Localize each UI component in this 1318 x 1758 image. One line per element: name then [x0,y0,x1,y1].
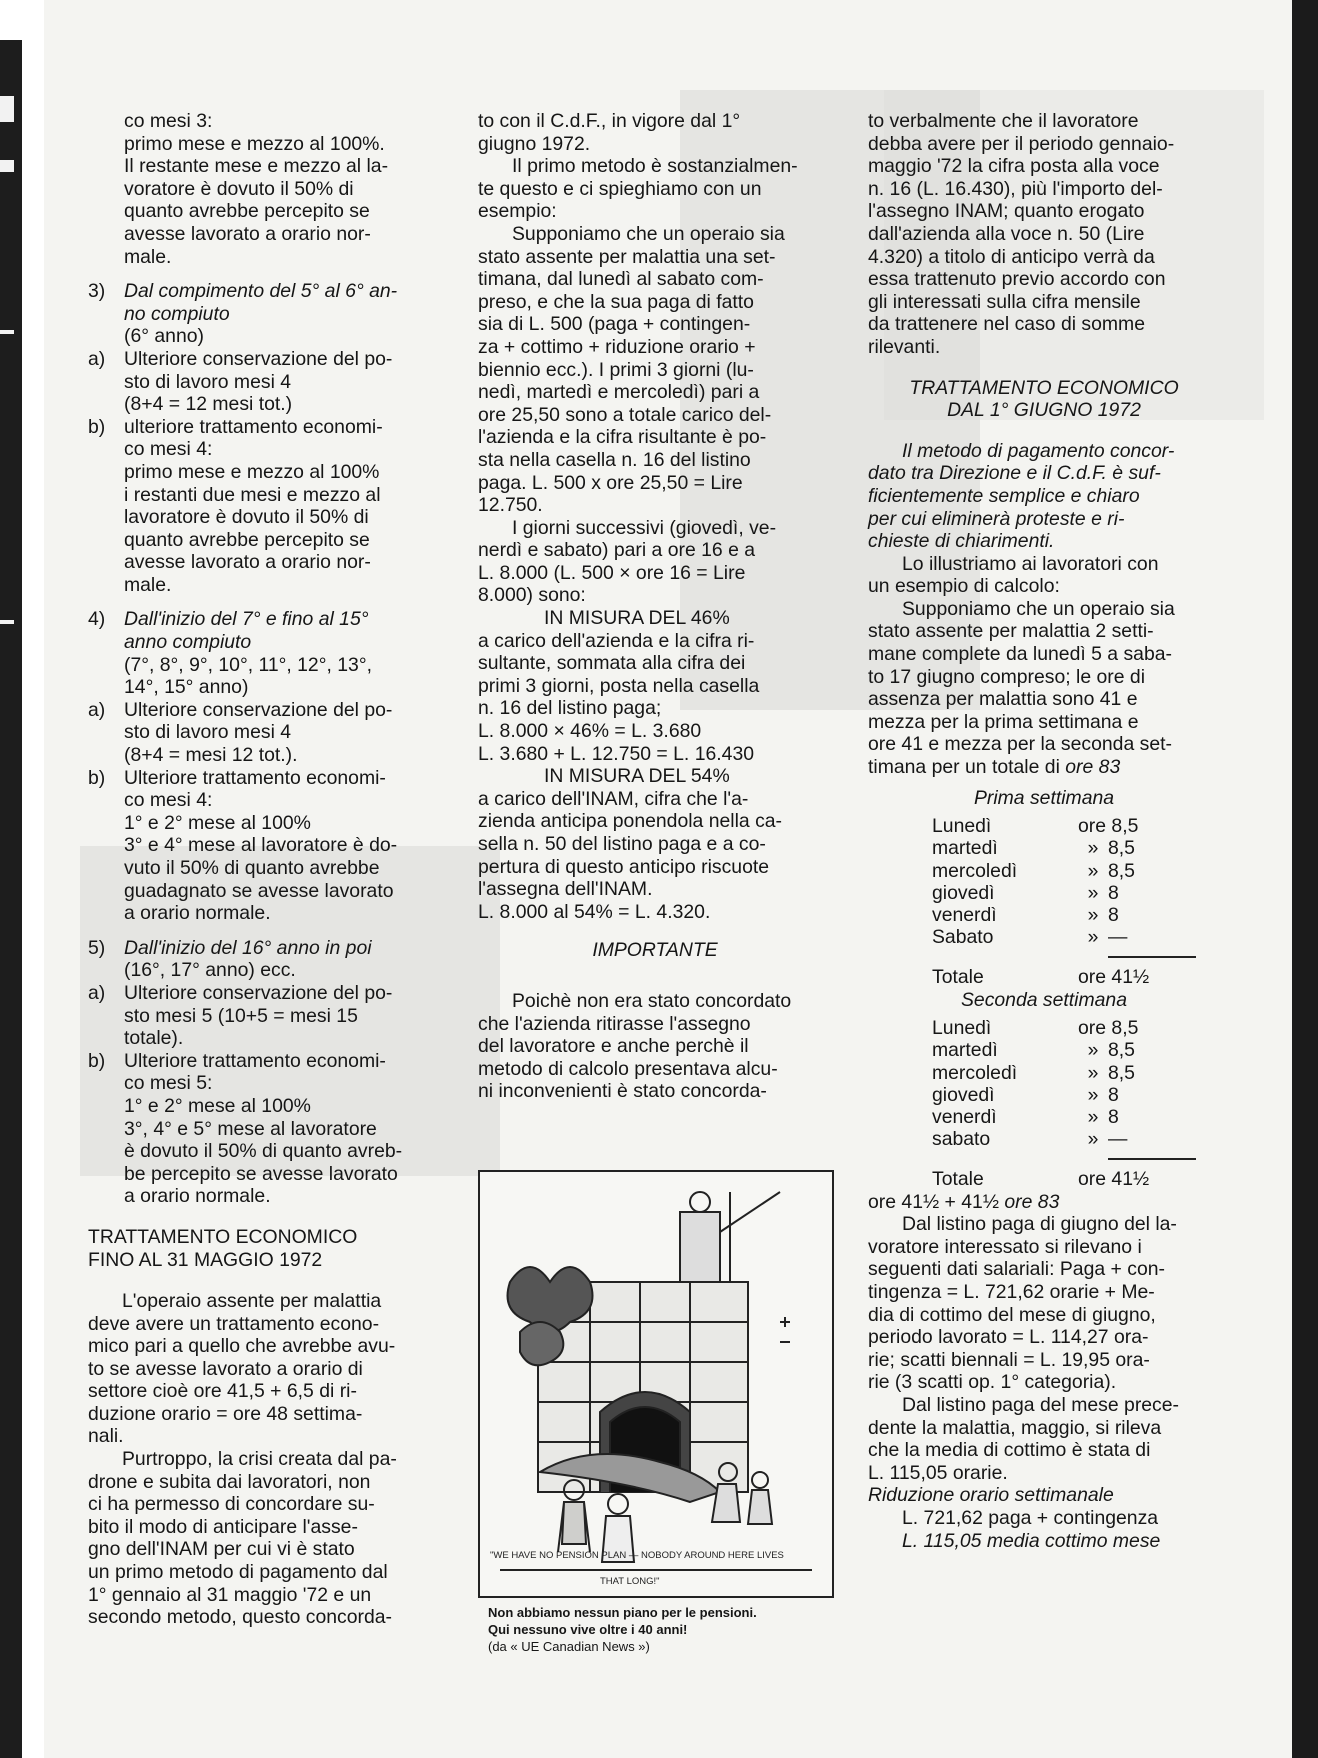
day-label: sabato [932,1128,991,1151]
text-line: chieste di chiarimenti. [868,530,1055,553]
ditto-mark: » [1087,926,1099,949]
text-line: za + cottimo + riduzione orario + [478,335,756,358]
text-line: dente la malattia, maggio, si rileva [868,1416,1162,1439]
text-line: co mesi 4: [124,438,213,461]
text-line: preso, e che la sua paga di fatto [478,290,754,313]
sum-result: ore 83 [1004,1190,1060,1213]
text-line: co mesi 3: [124,110,213,132]
text-line: zienda anticipa ponendola nella ca- [478,810,783,833]
week-1-total [932,966,1179,988]
ditto-mark: » [1087,859,1099,882]
section-subtitle: (6° anno) [124,325,204,348]
text-line: sultante, sommata alla cifra dei [478,652,746,675]
ditto-mark: » [1087,1106,1099,1129]
intro-paragraph [868,440,1220,553]
cartoon-speech-line: THAT LONG!" [600,1576,660,1587]
text-line: co mesi 5: [124,1072,213,1095]
text-line: to con il C.d.F., in vigore dal 1° [478,110,741,132]
hours-value: 8,5 [1108,859,1135,882]
schedule-row [932,815,1168,837]
text-line: ore 25,50 sono a totale carico del- [478,403,772,426]
text-line: da trattenere nel caso di somme [868,313,1145,336]
text-line: Ulteriore conservazione del po- [124,347,393,370]
text-line: ore 41 e mezza per la seconda set- [868,733,1172,756]
text-line: mico pari a quello che avrebbe avu- [88,1335,396,1358]
day-label: venerdì [932,1106,997,1129]
text-line: un esempio di calcolo: [868,575,1060,598]
adjacent-page-fragment [0,620,14,624]
adjacent-page-fragment [0,96,14,122]
text-line: Il metodo di pagamento concor- [902,439,1175,462]
text-line: male. [124,245,172,268]
text-line: timana per un totale di [868,756,1060,779]
text-line: per cui eliminerà proteste e ri- [868,507,1125,530]
day-label: martedì [932,837,998,860]
text-line: nerdì e sabato) pari a ore 16 e a [478,539,756,562]
section-subtitle: 14°, 15° anno) [124,676,249,699]
text-line: 1° e 2° mese al 100% [124,811,311,834]
hours-value: 8 [1108,1083,1119,1106]
sum-rule [1108,1158,1196,1160]
calculation-line: L. 8.000 al 54% = L. 4.320. [478,900,711,923]
section-heading: TRATTAMENTO ECONOMICO [88,1225,358,1248]
schedule-row [932,1062,1168,1084]
text-line: (8+4 = mesi 12 tot.). [124,744,298,767]
section-5 [88,937,440,982]
text-line: dall'azienda alla voce n. 50 (Lire [868,222,1145,245]
text-line: debba avere per il periodo gennaio- [868,132,1175,155]
text-line: sto di lavoro mesi 4 [124,370,292,393]
text-line: mane complete da lunedì 5 a saba- [868,643,1172,666]
text-line: vuto il 50% di quanto avrebbe [124,857,380,879]
item-b [88,416,440,597]
text-line: (8+4 = 12 mesi tot.) [124,393,293,416]
cartoon-illustration [478,1170,834,1598]
text-line: Il restante mese e mezzo al la- [124,155,389,178]
text-line: sta nella casella n. 16 del listino [478,448,751,471]
text-line: stato assente per malattia 2 setti- [868,620,1154,643]
text-line: l'azienda e la cifra risultante è po- [478,426,767,449]
total-label: Totale [932,966,984,989]
measure-heading: IN MISURA DEL 46% [544,607,730,630]
day-label: mercoledì [932,1061,1018,1084]
adjacent-page-fragment [0,330,14,334]
paragraph [478,990,832,1103]
text-line: che l'azienda ritirasse l'assegno [478,1012,751,1035]
text-line: metodo di calcolo presentava alcu- [478,1057,778,1080]
day-label: martedì [932,1039,998,1062]
text-line: sella n. 50 del listino paga e a co- [478,833,766,855]
text-line: i restanti due mesi e mezzo al [124,483,381,506]
text-line: te questo e ci spieghiamo con un [478,177,762,200]
ditto-mark: » [1087,904,1099,927]
text-line: esempio: [478,200,557,223]
text-line: n. 16 del listino paga; [478,697,662,720]
schedule-row [932,860,1168,882]
left-page-edge [0,0,44,1758]
ditto-mark: » [1087,1061,1099,1084]
text-line: stato assente per malattia una set- [478,245,776,268]
text-line: Ulteriore conservazione del po- [124,698,393,721]
section-title: anno compiuto [124,631,252,654]
column-3 [868,110,1220,1552]
section-title: Dall'inizio del 16° anno in poi [124,936,372,959]
total-value: ore 41½ [1078,966,1150,989]
measure-heading: IN MISURA DEL 54% [544,765,730,788]
text-line: voratore è dovuto il 50% di [124,177,354,200]
week-title: Seconda settimana [960,988,1127,1011]
text-line: quanto avrebbe percepito se [124,528,370,551]
text-line: primo mese e mezzo al 100%. [124,132,385,155]
column-1 [88,110,440,1629]
text-line: è dovuto il 50% di quanto avreb- [124,1140,403,1163]
text-line: nedì, martedì e mercoledì) pari a [478,381,760,404]
day-label: giovedì [932,1083,995,1106]
text-line: Ulteriore trattamento economi- [124,766,386,789]
text-line: ficientemente semplice e chiaro [868,484,1140,507]
item-label: b) [88,415,106,438]
schedule-row [932,1039,1168,1061]
text-line: l'assegna dell'INAM. [478,878,653,901]
text-line: l'assegno INAM; quanto erogato [868,200,1145,223]
section-heading: FINO AL 31 MAGGIO 1972 [88,1248,323,1271]
hours-value: 8,5 [1108,837,1135,860]
text-line: a carico dell'INAM, cifra che l'a- [478,787,749,810]
paragraph [88,1290,440,1448]
item-b [88,767,440,925]
text-line: 3° e 4° mese al lavoratore è do- [124,834,398,857]
text-line: 3°, 4° e 5° mese al lavoratore [124,1117,377,1140]
text-line: Supponiamo che un operaio sia [902,597,1175,620]
calculation-line: L. 115,05 media cottimo mese [902,1529,1161,1552]
text-line: ni inconvenienti è stato concorda- [478,1080,767,1103]
hours-value: — [1108,1128,1128,1151]
subheading: Riduzione orario settimanale [868,1484,1114,1507]
text-line: n. 16 (L. 16.430), più l'importo del- [868,177,1163,200]
hours-value: 8,5 [1108,1039,1135,1062]
schedule-row [932,882,1168,904]
hours-value: ore 8,5 [1078,1017,1139,1040]
text-line: I giorni successivi (giovedì, ve- [512,516,777,539]
text-line: primo mese e mezzo al 100% [124,460,380,483]
text-line: biennio ecc.). I primi 3 giorni (lu- [478,358,754,381]
text-line: Lo illustriamo ai lavoratori con [902,552,1159,575]
paragraph [478,517,832,607]
schedule-row [932,926,1168,948]
section-number: 4) [88,608,106,631]
section-4 [88,608,440,698]
text-line: secondo metodo, questo concorda- [88,1606,392,1629]
total-value: ore 41½ [1078,1168,1150,1191]
text-line: avesse lavorato a orario nor- [124,222,371,245]
ditto-mark: » [1087,1039,1099,1062]
item-label: a) [88,981,106,1004]
caption-source: (da « UE Canadian News ») [488,1639,650,1654]
text-line: sia di L. 500 (paga + contingen- [478,313,751,336]
section-title: Dall'inizio del 7° e fino al 15° [124,608,369,631]
schedule-row [932,1128,1168,1150]
text-line: totale). [124,1027,184,1050]
right-page-edge [1292,0,1318,1758]
text-line: 1° e 2° mese al 100% [124,1094,311,1117]
day-label: Sabato [932,926,994,949]
hours-value: ore 8,5 [1078,815,1139,838]
text-line: deve avere un trattamento econo- [88,1312,380,1335]
text-line: L. 115,05 orarie. [868,1461,1008,1484]
paragraph [88,1448,440,1629]
text-line: dia di cottimo del mese di giugno, [868,1303,1156,1326]
text-line: mezza per la prima settimana e [868,710,1139,733]
text-line: essa trattenuto previo accordo con [868,268,1166,291]
sum-expression: ore 41½ + 41½ [868,1190,999,1213]
text-line: a orario normale. [124,1185,271,1208]
item-a [88,699,440,767]
calculation-line: L. 8.000 × 46% = L. 3.680 [478,720,702,743]
text-line: del lavoratore e anche perchè il [478,1035,749,1058]
week-1-table [932,815,1168,948]
cartoon-drawing [480,1172,832,1596]
text-line: drone e subita dai lavoratori, non [88,1470,371,1493]
text-line: settore cioè ore 41,5 + 6,5 di ri- [88,1380,357,1403]
section-subtitle: (16°, 17° anno) ecc. [124,959,296,982]
section-heading: DAL 1° GIUGNO 1972 [947,399,1141,422]
hours-value: 8 [1108,881,1119,904]
schedule-row [932,1106,1168,1128]
text-line: gli interessati sulla cifra mensile [868,290,1141,313]
text-line: ci ha permesso di concordare su- [88,1493,375,1516]
text-line: assenza per malattia sono 41 e [868,688,1138,711]
text-line: bito il modo di anticipare l'asse- [88,1515,358,1538]
text-line: maggio '72 la cifra posta alla voce [868,155,1160,178]
section-title: no compiuto [124,302,230,325]
text-line: rie; scatti biennali = L. 19,95 ora- [868,1348,1150,1371]
text-line: voratore interessato si rilevano i [868,1235,1142,1258]
text-line: Il primo metodo è sostanzialmen- [512,155,798,178]
item-label: b) [88,1049,106,1072]
text-line: lavoratore è dovuto il 50% di [124,506,369,529]
day-label: venerdì [932,904,997,927]
hours-value: — [1108,926,1128,949]
text-line: to 17 giugno compreso; le ore di [868,665,1146,688]
ditto-mark: » [1087,1128,1099,1151]
text-line: a orario normale. [124,902,271,925]
text-line: quanto avrebbe percepito se [124,200,370,223]
ditto-mark: » [1087,881,1099,904]
text-line: be percepito se avesse lavorato [124,1162,398,1185]
text-line: timana, dal lunedì al sabato com- [478,268,764,291]
sum-rule [1108,956,1196,958]
text-line: 1° gennaio al 31 maggio '72 e un [88,1583,372,1606]
text-line: 12.750. [478,494,543,517]
text-line: guadagnato se avesse lavorato [124,879,394,902]
caption-line: Non abbiamo nessun piano per le pensioni. [488,1605,757,1620]
section-number: 5) [88,936,106,959]
schedule-row [932,1017,1168,1039]
section-title: Dal compimento del 5° al 6° an- [124,280,398,303]
text-line: nali. [88,1425,124,1448]
text-line: seguenti dati salariali: Paga + con- [868,1258,1165,1281]
paragraph [478,223,832,517]
item-label: a) [88,347,106,370]
text-line: gno dell'INAM per cui vi è stato [88,1538,355,1561]
item-a [88,982,440,1050]
text-line: paga. L. 500 x ore 25,50 = Lire [478,471,743,494]
hours-value: 8 [1108,904,1119,927]
adjacent-page-fragment [0,160,14,172]
text-line: Ulteriore trattamento economi- [124,1049,386,1072]
text-line: sto di lavoro mesi 4 [124,721,292,744]
text-line: dato tra Direzione e il C.d.F. è suf- [868,462,1161,485]
text-line: L'operaio assente per malattia [122,1289,382,1312]
schedule-row [932,837,1168,859]
text-line: rilevanti. [868,335,941,358]
caption-line: Qui nessuno vive oltre i 40 anni! [488,1622,688,1637]
text-line: Supponiamo che un operaio sia [512,222,785,245]
week-2-total [932,1168,1179,1190]
item-b [88,1050,440,1208]
schedule-row [932,1084,1168,1106]
section-heading: TRATTAMENTO ECONOMICO [909,376,1179,399]
item-label: a) [88,698,106,721]
text-line: a carico dell'azienda e la cifra ri- [478,629,755,652]
text-line: L. 8.000 (L. 500 × ore 16 = Lire [478,561,746,584]
schedule-row [932,904,1168,926]
text-line: Purtroppo, la crisi creata dal pa- [122,1448,397,1471]
adjacent-page-dark [0,40,22,1758]
day-label: giovedì [932,881,995,904]
text-line: avesse lavorato a orario nor- [124,551,371,574]
text-line: tingenza = L. 721,62 orarie + Me- [868,1281,1155,1304]
text-line: Dal listino paga di giugno del la- [902,1213,1177,1236]
calculation-line: L. 3.680 + L. 12.750 = L. 16.430 [478,742,755,765]
text-line: 4.320) a titolo di anticipo verrà da [868,245,1155,268]
text-line: ulteriore trattamento economi- [124,415,383,438]
text-line: sto mesi 5 (10+5 = mesi 15 [124,1004,358,1027]
text-line: rie (3 scatti op. 1° categoria). [868,1371,1117,1394]
ditto-mark: » [1087,1083,1099,1106]
text-line: giugno 1972. [478,132,591,155]
total-label: Totale [932,1168,984,1191]
section-number: 3) [88,280,106,303]
text-line: Ulteriore conservazione del po- [124,981,393,1004]
item-label: b) [88,766,106,789]
ditto-mark: » [1087,837,1099,860]
text-line: un primo metodo di pagamento dal [88,1561,388,1584]
cartoon-speech-line: "WE HAVE NO PENSION PLAN — NOBODY AROUND HERE LIVES [490,1550,784,1561]
text-line: male. [124,573,172,596]
text-line: to verbalmente che il lavoratore [868,110,1139,132]
calculation-line: L. 721,62 paga + contingenza [902,1506,1159,1529]
text-line: Dal listino paga del mese prece- [902,1394,1179,1416]
day-label: Lunedì [932,815,992,838]
text-line: 8.000) sono: [478,584,586,607]
week-title: Prima settimana [973,786,1115,809]
text-line: periodo lavorato = L. 114,27 ora- [868,1326,1149,1349]
text-line: duzione orario = ore 48 settima- [88,1402,363,1425]
text-line: co mesi 4: [124,789,213,812]
hours-value: 8 [1108,1106,1119,1129]
total-hours: ore 83 [1065,756,1121,779]
week-2-table [932,1017,1168,1150]
section-3 [88,280,440,348]
section-subtitle: (7°, 8°, 9°, 10°, 11°, 12°, 13°, [124,653,372,676]
day-label: Lunedì [932,1017,992,1040]
item-a [88,348,440,416]
hours-value: 8,5 [1108,1061,1135,1084]
paragraph [478,155,832,223]
text-line: primi 3 giorni, posta nella casella [478,674,760,697]
text-line: pertura di questo anticipo riscuote [478,855,770,878]
text-line: to se avesse lavorato a orario di [88,1357,363,1380]
text-line: Poichè non era stato concordato [512,989,792,1012]
day-label: mercoledì [932,859,1018,882]
important-heading: IMPORTANTE [592,939,718,962]
text-line: che la media di cottimo è stata di [868,1439,1151,1462]
column-2 [478,110,832,1103]
cartoon-caption [488,1604,828,1655]
